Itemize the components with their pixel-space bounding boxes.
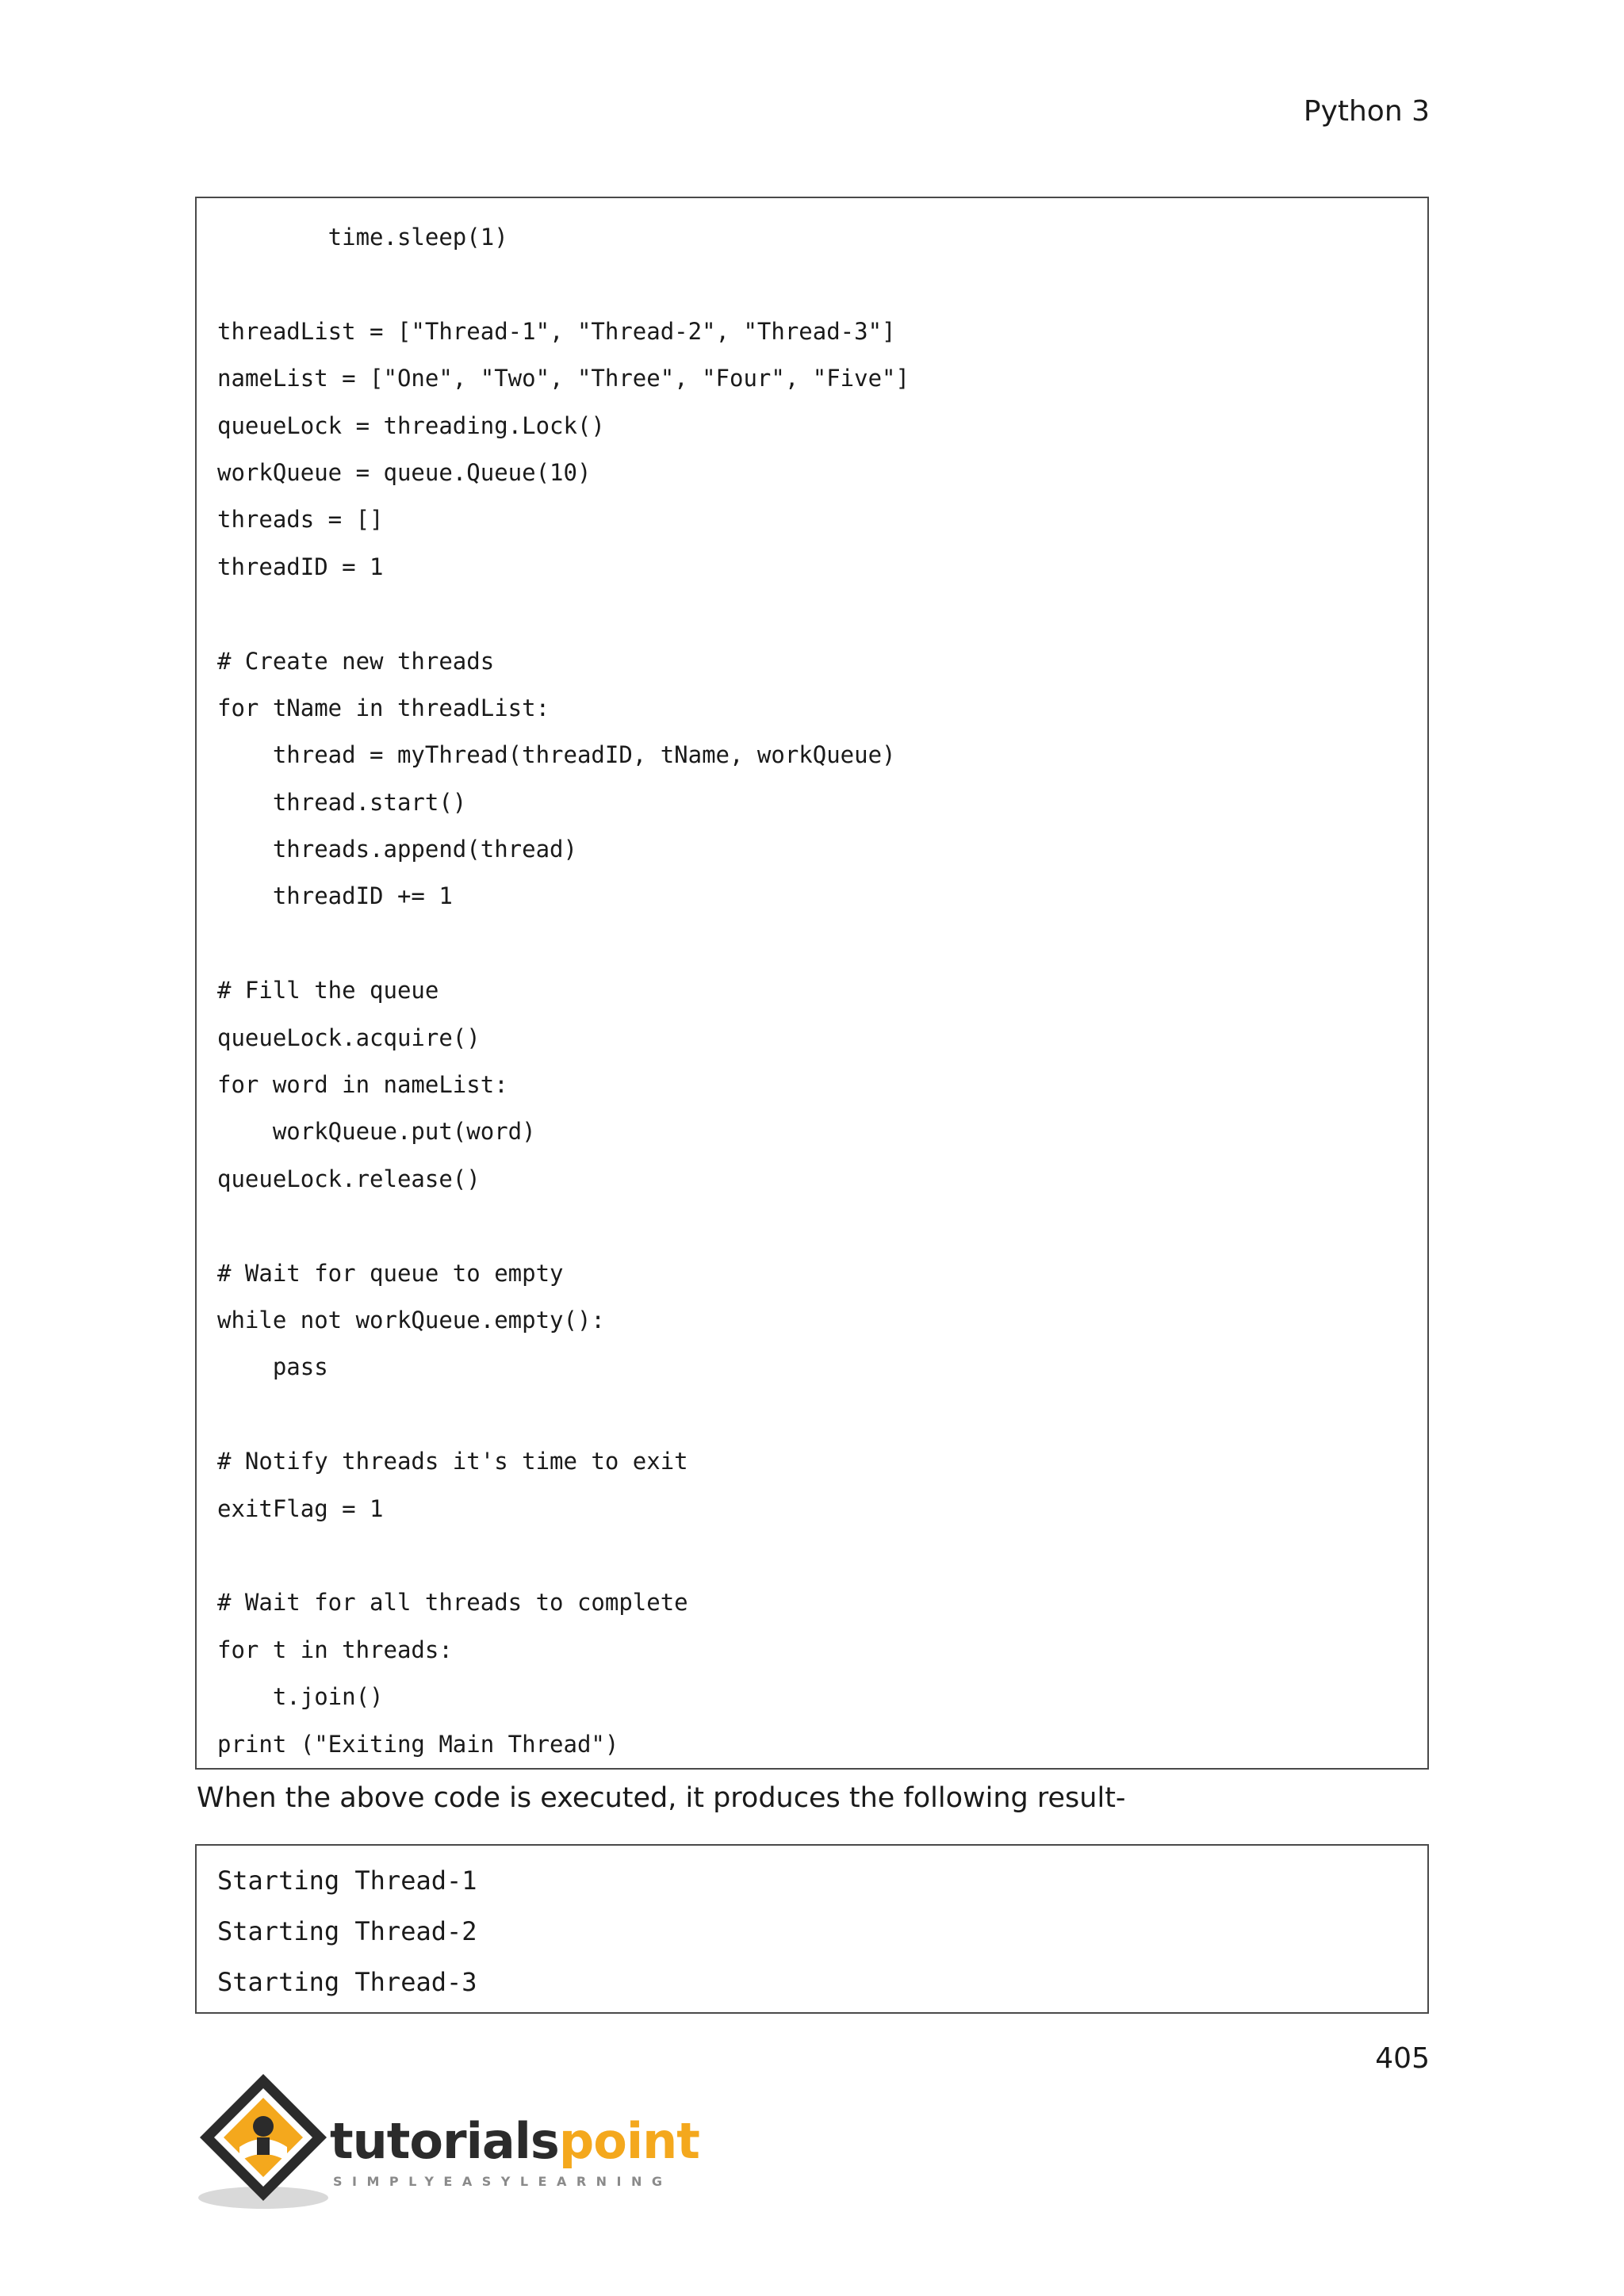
- code-line: Starting Thread-2: [217, 1916, 477, 1946]
- logo-word-part1: tutorials: [330, 2112, 559, 2170]
- code-line: print ("Exiting Main Thread"): [217, 1730, 619, 1758]
- code-line: threadID = 1: [217, 553, 384, 580]
- code-line: exitFlag = 1: [217, 1494, 384, 1522]
- code-line: for tName in threadList:: [217, 694, 550, 721]
- code-line: queueLock.acquire(): [217, 1024, 481, 1051]
- code-line: pass: [217, 1353, 328, 1381]
- code-line: # Create new threads: [217, 647, 495, 675]
- code-line: time.sleep(1): [217, 224, 508, 251]
- body-paragraph: When the above code is executed, it produces the following result-: [197, 1782, 1126, 1814]
- output-block: [195, 1844, 1429, 2014]
- page-number: 405: [1375, 2042, 1430, 2075]
- code-line: [217, 1203, 1411, 1249]
- code-line: thread.start(): [217, 788, 467, 816]
- logo-wordmark: [330, 2112, 699, 2170]
- code-line: [217, 261, 1411, 308]
- code-line: nameList = ["One", "Two", "Three", "Four", "Five"]: [217, 365, 910, 392]
- code-lines: [217, 214, 1411, 1768]
- code-line: [217, 920, 1411, 967]
- code-block: [195, 197, 1429, 1770]
- logo-word-part2: point: [558, 2112, 699, 2170]
- code-line: workQueue.put(word): [217, 1118, 536, 1146]
- page-header-title: Python 3: [1303, 95, 1430, 128]
- code-line: queueLock = threading.Lock(): [217, 411, 605, 439]
- tutorialspoint-logo: [193, 2071, 699, 2214]
- code-line: Starting Thread-3: [217, 1967, 477, 1997]
- code-line: threads.append(thread): [217, 836, 577, 863]
- logo-emblem-icon: [193, 2071, 328, 2214]
- code-line: queueLock.release(): [217, 1165, 481, 1192]
- code-line: [217, 1391, 1411, 1438]
- code-line: # Notify threads it's time to exit: [217, 1448, 688, 1475]
- code-line: thread = myThread(threadID, tName, workQueue): [217, 741, 896, 769]
- logo-tagline: SIMPLYEASYLEARNING: [333, 2174, 672, 2189]
- code-line: threadList = ["Thread-1", "Thread-2", "Thread-3"]: [217, 317, 896, 345]
- code-line: # Fill the queue: [217, 977, 439, 1004]
- code-line: while not workQueue.empty():: [217, 1306, 605, 1334]
- code-line: for word in nameList:: [217, 1071, 508, 1099]
- code-line: threadID += 1: [217, 882, 453, 910]
- code-line: workQueue = queue.Queue(10): [217, 458, 592, 486]
- code-line: [217, 1533, 1411, 1579]
- code-line: threads = []: [217, 506, 384, 534]
- code-line: [217, 591, 1411, 637]
- output-lines: [217, 1855, 1411, 2007]
- code-line: # Wait for all threads to complete: [217, 1589, 688, 1617]
- code-line: # Wait for queue to empty: [217, 1259, 564, 1287]
- code-line: t.join(): [217, 1683, 384, 1711]
- code-line: for t in threads:: [217, 1636, 453, 1663]
- code-line: Starting Thread-1: [217, 1866, 477, 1896]
